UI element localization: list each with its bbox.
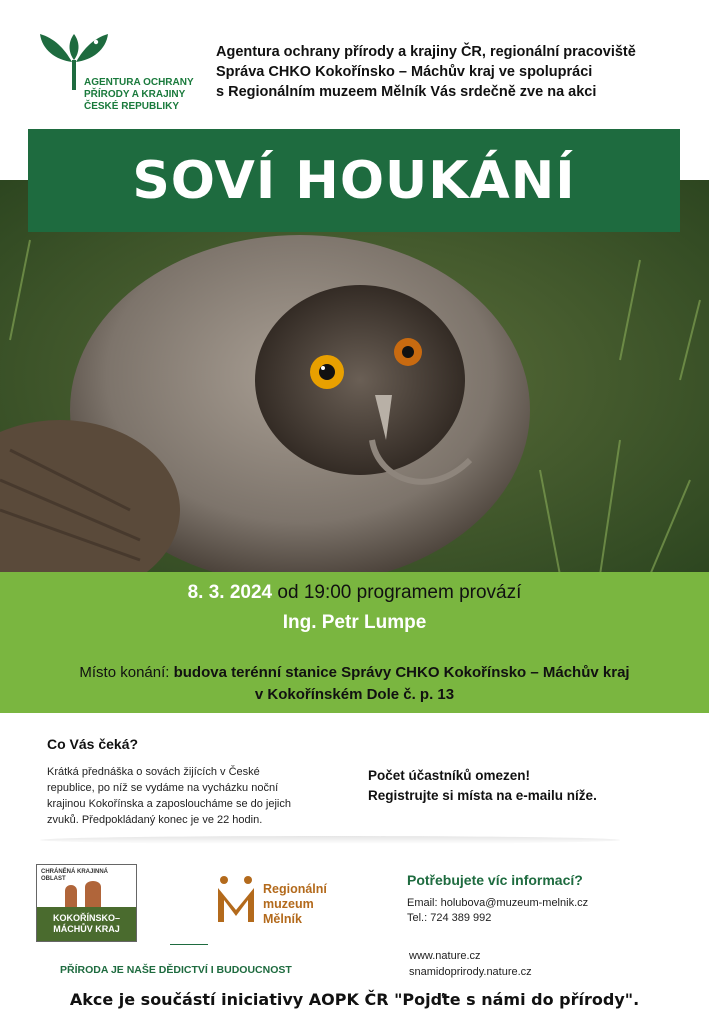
date-line (0, 582, 709, 604)
web-links (409, 948, 532, 980)
details-text: Krátká přednáška o sovách žijících v České republice, po níž se vydáme na vycházku noční krajinou Kokořínska a zaposloucháme se do jejich zvuků. Předpokládaný konec je ve 22 hodin. (47, 766, 291, 826)
chko-logo-name: KOKOŘÍNSKO– MÁCHŮV KRAJ (37, 907, 136, 941)
contact-email[interactable]: Email: holubova@muzeum-melnik.cz (407, 897, 589, 909)
museum-name: Regionální muzeum Mělník (263, 882, 327, 926)
rock-formation-icon (59, 879, 115, 909)
chko-logo-top-text: CHRÁNĚNÁ KRAJINNÁ OBLAST (41, 869, 109, 882)
link-snamidoprirody[interactable]: snamidoprirody.nature.cz (409, 966, 532, 978)
link-nature[interactable]: www.nature.cz (409, 950, 481, 962)
event-time: od 19:00 programem provází (272, 582, 522, 603)
venue (0, 662, 709, 706)
motto: PŘÍRODA JE NAŠE DĚDICTVÍ I BUDOUCNOST (60, 964, 292, 976)
event-title: SOVÍ HOUKÁNÍ (132, 150, 576, 211)
details-title: Co Vás čeká? (47, 736, 139, 752)
intro-text: Agentura ochrany přírody a krajiny ČR, regionální pracoviště Správa CHKO Kokořínsko – Máchův kraj ve spolupráci s Regionálním muzeem Mělník Vás srdečně zve na akci (216, 44, 636, 100)
event-info-band (0, 572, 709, 713)
event-guide: Ing. Petr Lumpe (282, 612, 427, 633)
divider (40, 836, 620, 844)
venue-label: Místo konání: (79, 664, 174, 681)
event-date: 8. 3. 2024 (187, 582, 273, 603)
initiative-text: Akce je součástí iniciativy AOPK ČR "Pojďte s námi do přírody". (69, 990, 640, 1009)
contact-phone: Tel.: 724 389 992 (407, 912, 492, 924)
event-title-band (28, 129, 680, 232)
registration-notice: Počet účastníků omezen! Registrujte si místa na e-mailu níže. (368, 768, 597, 803)
decorative-line (170, 944, 208, 945)
museum-logo-icon (214, 874, 258, 924)
venue-name: budova terénní stanice Správy CHKO Kokořínsko – Máchův kraj (173, 664, 630, 681)
contact-info (407, 896, 588, 926)
logo-text: AGENTURA OCHRANY PŘÍRODY A KRAJINY ČESKÉ REPUBLIKY (84, 77, 194, 112)
owl-photo (0, 180, 709, 575)
chko-logo (36, 864, 137, 942)
venue-address: v Kokořínském Dole č. p. 13 (254, 686, 455, 703)
contact-title: Potřebujete víc informací? (407, 872, 583, 888)
aopk-logo (34, 26, 204, 126)
